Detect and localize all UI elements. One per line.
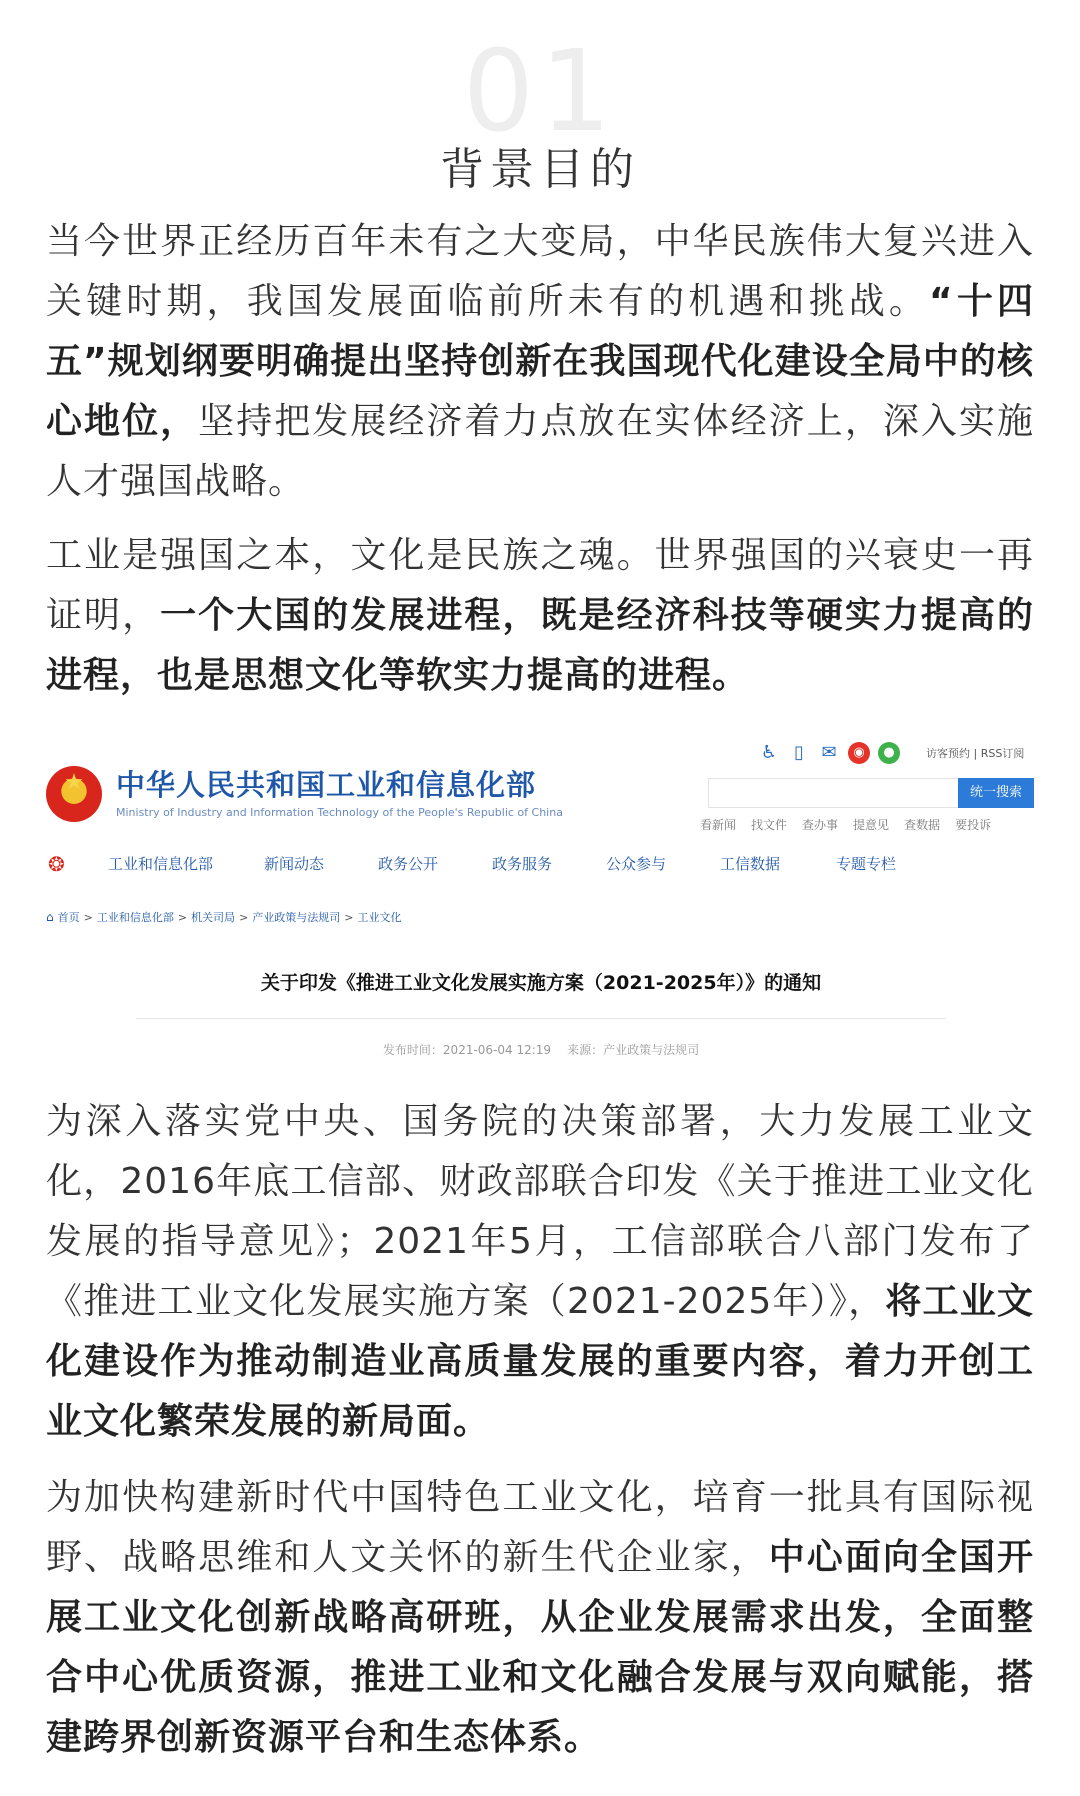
wechat-icon[interactable]: ● [878, 742, 900, 764]
home-icon: ⌂ [46, 910, 54, 924]
paragraph-4-text-a: 为加快构建新时代中国特色工业文化，培育一批具有国际视野、战略思维和人文关怀的新生代企业家， [46, 1477, 1034, 1578]
title-divider [136, 1018, 946, 1019]
paragraph-3-bold: 将工业文化建设作为推动制造业高质量发展的重要内容，着力开创工业文化繁荣发展的新局面。 [46, 1281, 1034, 1442]
breadcrumb [46, 910, 402, 925]
paragraph-3 [46, 1092, 1034, 1452]
nav-item-participation[interactable]: 公众参与 [606, 855, 667, 873]
site-search-button[interactable]: 统一搜索 [958, 778, 1034, 808]
rss-link[interactable]: RSS订阅 [980, 747, 1025, 760]
quick-link-files[interactable]: 找文件 [751, 818, 788, 832]
quick-link-complaint[interactable]: 要投诉 [955, 818, 992, 832]
publish-time: 发布时间：2021-06-04 12:19 [382, 1043, 552, 1057]
paragraph-1-text-a: 当今世界正经历百年未有之大变局，中华民族伟大复兴进入关键时期，我国发展面临前所未有的机遇和挑战。 [46, 221, 1034, 322]
visitor-booking-link[interactable]: 访客预约 [926, 747, 970, 760]
breadcrumb-home[interactable]: 首页 [57, 911, 80, 924]
top-links-divider: | [973, 747, 978, 760]
site-main-nav [46, 844, 1036, 884]
nav-item-topics[interactable]: 专题专栏 [836, 855, 897, 873]
section-number: 01 [462, 27, 618, 157]
notice-title: 关于印发《推进工业文化发展实施方案（2021-2025年）》的通知 [260, 972, 822, 994]
national-emblem-icon: ★ [46, 766, 102, 822]
mobile-icon[interactable]: ▯ [794, 742, 804, 763]
paragraph-1 [46, 212, 1034, 512]
quick-link-feedback[interactable]: 提意见 [853, 818, 890, 832]
embedded-ministry-screenshot [46, 726, 1036, 1076]
paragraph-3-text-a: 为深入落实党中央、国务院的决策部署，大力发展工业文化，2016年底工信部、财政部联合印发《关于推进工业文化发展的指导意见》；2021年5月，工信部联合八部门发布了《推进工业文化发展实施方案（2021-2025年）》， [46, 1101, 1034, 1322]
paragraph-2-text-a: 工业是强国之本，文化是民族之魂。世界强国的兴衰史一再证明， [46, 535, 1034, 636]
notice-source: 来源：产业政策与法规司 [567, 1043, 700, 1057]
mail-icon[interactable]: ✉ [821, 742, 837, 763]
nav-item-news[interactable]: 新闻动态 [264, 855, 325, 873]
paragraph-4 [46, 1468, 1034, 1768]
accessibility-icon[interactable]: ♿ [760, 742, 778, 763]
quick-link-news[interactable]: 看新闻 [700, 818, 737, 832]
nav-item-gov-affairs[interactable]: 政务公开 [378, 855, 439, 873]
nav-logo-icon: ❂ [48, 852, 65, 876]
paragraph-4-bold: 中心面向全国开展工业文化创新战略高研班，从企业发展需求出发，全面整合中心优质资源，推进工业和文化融合发展与双向赋能，搭建跨界创新资源平台和生态体系。 [46, 1537, 1034, 1758]
paragraph-2-bold: 一个大国的发展进程，既是经济科技等硬实力提高的进程，也是思想文化等软实力提高的进程。 [46, 595, 1034, 696]
site-quick-links [700, 814, 1006, 833]
site-name-cn: 中华人民共和国工业和信息化部 [116, 768, 537, 802]
nav-item-data[interactable]: 工信数据 [720, 855, 781, 873]
paragraph-1-bold: “十四五”规划纲要明确提出坚持创新在我国现代化建设全局中的核心地位， [46, 281, 1034, 442]
site-top-links [926, 746, 1024, 762]
breadcrumb-policy-dept[interactable]: 产业政策与法规司 [252, 911, 341, 924]
nav-item-ministry[interactable]: 工业和信息化部 [108, 855, 214, 873]
nav-item-services[interactable]: 政务服务 [492, 855, 553, 873]
quick-link-services[interactable]: 查办事 [802, 818, 839, 832]
paragraph-2 [46, 526, 1034, 706]
breadcrumb-sep: > [83, 911, 93, 924]
notice-meta [46, 1042, 1036, 1058]
weibo-icon[interactable]: ◉ [848, 742, 870, 764]
breadcrumb-sep: > [239, 911, 249, 924]
breadcrumb-industrial-culture[interactable]: 工业文化 [357, 911, 402, 924]
breadcrumb-departments[interactable]: 机关司局 [191, 911, 236, 924]
breadcrumb-sep: > [177, 911, 188, 924]
breadcrumb-ministry[interactable]: 工业和信息化部 [96, 911, 174, 924]
paragraph-1-text-b: 坚持把发展经济着力点放在实体经济上，深入实施人才强国战略。 [46, 401, 1034, 502]
quick-link-data[interactable]: 查数据 [904, 818, 941, 832]
section-title: 背景目的 [440, 144, 640, 195]
site-tool-icons [758, 742, 908, 768]
site-name-en: Ministry of Industry and Information Technology of the People's Republic of China [116, 806, 563, 819]
site-search-input[interactable] [708, 778, 966, 808]
breadcrumb-sep: > [344, 911, 354, 924]
